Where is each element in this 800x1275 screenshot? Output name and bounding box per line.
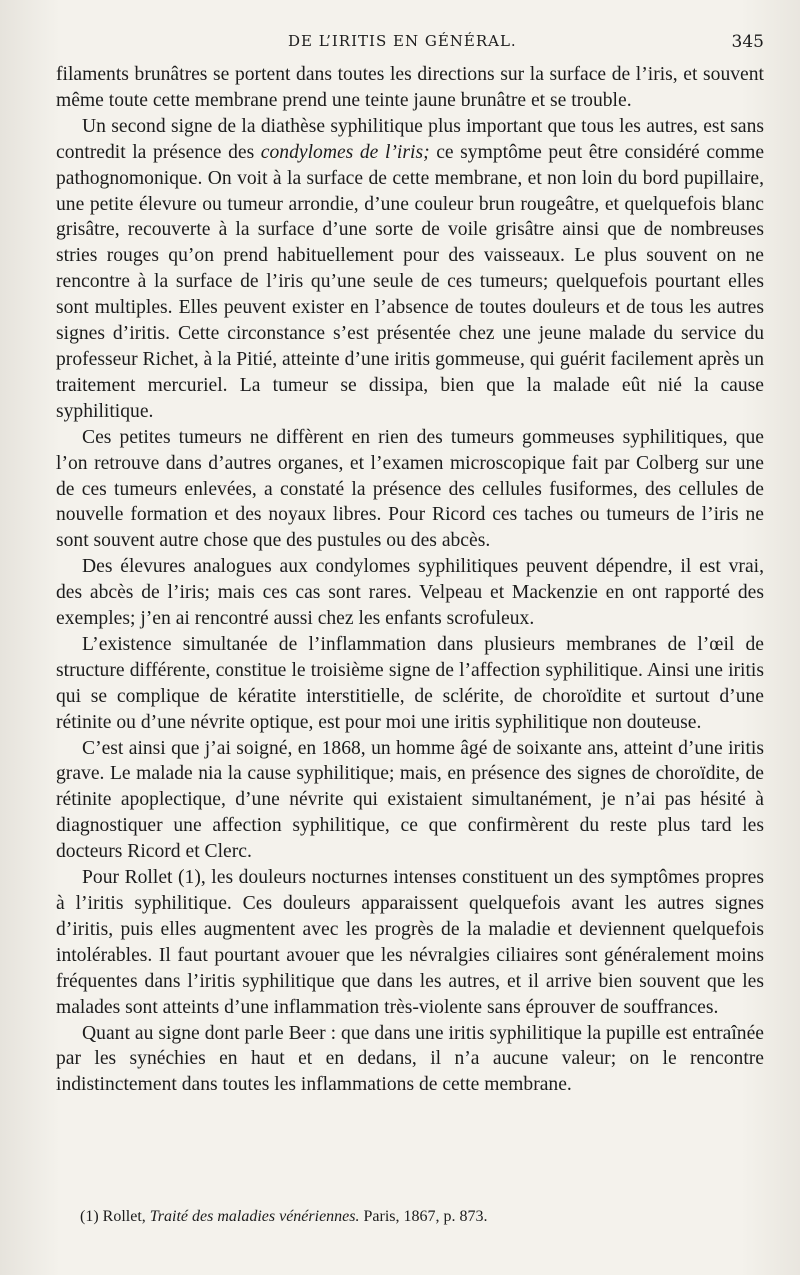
- body-text: [56, 62, 764, 1098]
- paragraph-case-1868: C’est ainsi que j’ai soigné, en 1868, un homme âgé de soixante ans, atteint d’une iritis grave. Le malade nia la cause syphilitique; mais, en présence des signes de choroïdite, de rétinite apoplectique, d’une névrite qui existaient simultanément, je n’ai pas hésité à diagnostiquer une affection syphilitique, ce que confirmèrent du reste plus tard les docteurs Ricord et Clerc.: [56, 737, 764, 863]
- paragraph-text: ce symptôme peut être considéré comme pathognomonique. On voit à la surface de cette membrane, et non loin du bord pupillaire, une petite élevure ou tumeur arrondie, d’une couleur brun rougeâtre, et quelquefois blanc grisâtre, recouverte à la surface d’une sorte de voile grisâtre ainsi que de nombreuses stries rouges qu’on prend habituellement pour des vaisseaux. Le plus souvent on ne rencontre à la surface de l’iris qu’une seule de ces tumeurs; quelquefois pourtant elles sont multiples. Elles peuvent exister en l’absence de toutes douleurs et de tous les autres signes d’iritis. Cette circonstance s’est présentée chez une jeune malade du service du professeur Richet, à la Pitié, atteinte d’une iritis gommeuse, qui guérit facilement après un traitement mercuriel. La tumeur se dissipa, bien que la malade eût nié la cause syphilitique.: [56, 141, 765, 422]
- italic-term: condylomes de l’iris;: [260, 141, 430, 163]
- paragraph-continued: filaments brunâtres se portent dans toutes les directions sur la surface de l’iris, et souvent même toute cette membrane prend une teinte jaune brunâtre et se trouble.: [56, 64, 764, 111]
- paragraph-elevures: Des élevures analogues aux condylomes syphilitiques peuvent dépendre, il est vrai, des abcès de l’iris; mais ces cas sont rares. Velpeau et Mackenzie en ont rapporté des exemples; j’en ai rencontré aussi chez les enfants scrofuleux.: [56, 556, 764, 630]
- paragraph-existence: L’existence simultanée de l’inflammation dans plusieurs membranes de l’œil de structure différente, constitue le troisième signe de l’affection syphilitique. Ainsi une iritis qui se complique de kératite interstitielle, de sclérite, de choroïdite et surtout d’une rétinite ou d’une névrite optique, est pour moi une iritis syphilitique non douteuse.: [56, 633, 764, 733]
- paragraph-beer: Quant au signe dont parle Beer : que dans une iritis syphilitique la pupille est entraînée par les synéchies en haut et en dedans, il n’a aucune valeur; on le rencontre indistinctement dans toutes les inflammations de cette membrane.: [56, 1022, 764, 1096]
- page-header: [56, 28, 764, 52]
- footnote-text: (1) Rollet,: [80, 1208, 150, 1225]
- footnote: [80, 1208, 760, 1226]
- footnote-text: Paris, 1867, p. 873.: [359, 1208, 488, 1225]
- footnote-title: Traité des maladies vénériennes.: [149, 1208, 360, 1225]
- paragraph-condylomes: [56, 114, 764, 425]
- paragraph-text: Un second signe de la diathèse syphilitique plus important que tous les autres, est sans contredit la présence des: [56, 115, 764, 163]
- running-title: DE L’IRITIS EN GÉNÉRAL.: [288, 32, 517, 50]
- page-number: 345: [731, 32, 764, 52]
- paragraph-tumeurs: Ces petites tumeurs ne diffèrent en rien des tumeurs gommeuses syphilitiques, que l’on retrouve dans d’autres organes, et l’examen microscopique fait par Colberg sur une de ces tumeurs enlevées, a constaté la présence des cellules fusiformes, des cellules de nouvelle formation et des noyaux libres. Pour Ricord ces taches ou tumeurs de l’iris ne sont souvent autre chose que des pustules ou des abcès.: [56, 426, 764, 552]
- paragraph-rollet: Pour Rollet (1), les douleurs nocturnes intenses constituent un des symptômes propres à l’iritis syphilitique. Ces douleurs apparaissent quelquefois avant les autres signes d’iritis, puis elles augmentent avec les progrès de la maladie et deviennent quelquefois intolérables. Il faut pourtant avouer que les névralgies ciliaires sont généralement moins fréquentes dans l’iritis syphilitique que dans les autres, et il arrive bien souvent que les malades sont atteints d’une inflammation très-violente sans éprouver de souffrances.: [56, 867, 764, 1018]
